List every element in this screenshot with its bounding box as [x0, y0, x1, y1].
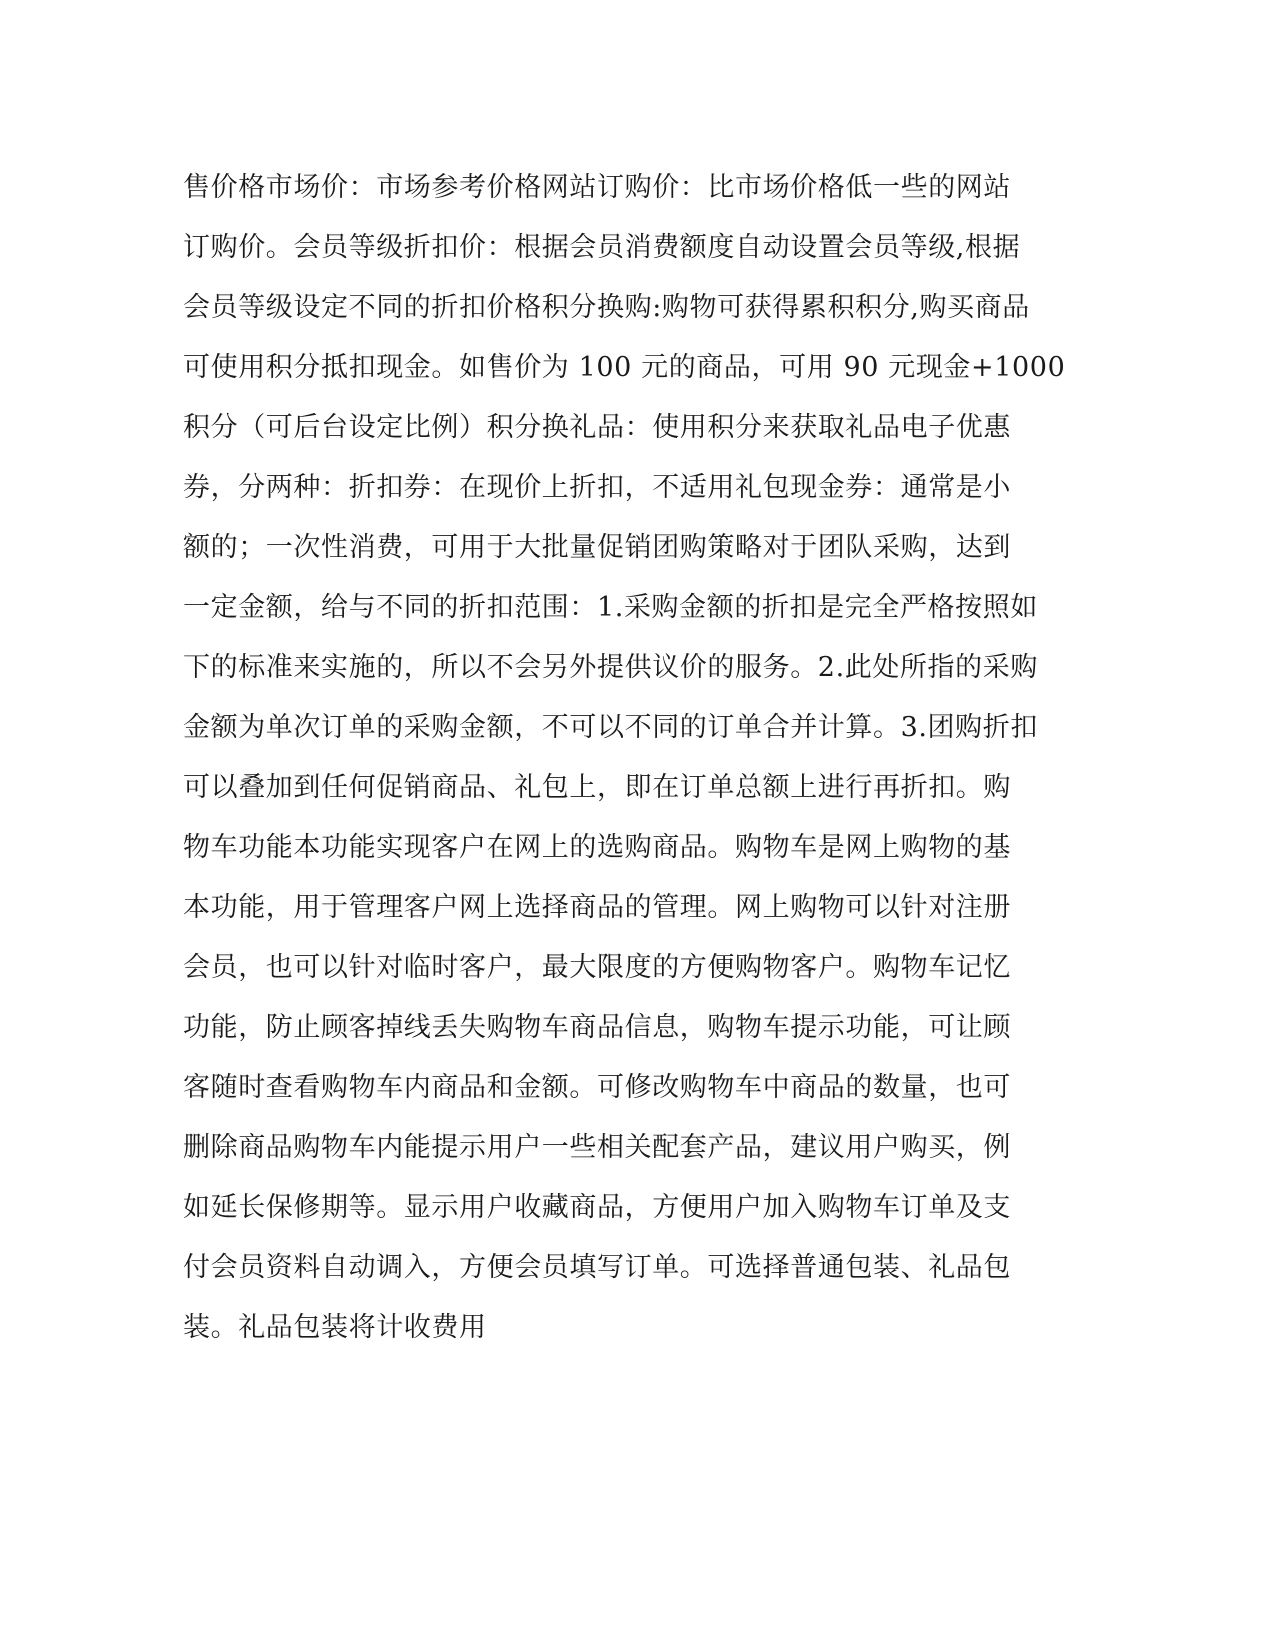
text-line: 物车功能本功能实现客户在网上的选购商品。购物车是网上购物的基 [183, 832, 1011, 863]
text-line: 售价格市场价：市场参考价格网站订购价：比市场价格低一些的网站 [183, 172, 1011, 203]
text-line: 订购价。会员等级折扣价：根据会员消费额度自动设置会员等级,根据 [183, 232, 1021, 263]
text-line: 一定金额，给与不同的折扣范围：1.采购金额的折扣是完全严格按照如 [183, 592, 1038, 623]
text-line: 会员，也可以针对临时客户，最大限度的方便购物客户。购物车记忆 [183, 952, 1011, 983]
text-line: 积分（可后台设定比例）积分换礼品：使用积分来获取礼品电子优惠 [183, 412, 1011, 443]
text-line: 删除商品购物车内能提示用户一些相关配套产品，建议用户购买，例 [183, 1132, 1011, 1163]
text-line: 金额为单次订单的采购金额，不可以不同的订单合并计算。3.团购折扣 [183, 712, 1038, 743]
text-line: 下的标准来实施的，所以不会另外提供议价的服务。2.此处所指的采购 [183, 652, 1038, 683]
text-line: 付会员资料自动调入，方便会员填写订单。可选择普通包装、礼品包 [183, 1252, 1011, 1283]
text-line: 功能，防止顾客掉线丢失购物车商品信息，购物车提示功能，可让顾 [183, 1012, 1011, 1043]
text-line: 券，分两种：折扣券：在现价上折扣，不适用礼包现金券：通常是小 [183, 472, 1011, 503]
text-line: 装。礼品包装将计收费用 [183, 1312, 487, 1343]
text-line: 可以叠加到任何促销商品、礼包上，即在订单总额上进行再折扣。购 [183, 772, 1011, 803]
body-paragraph [183, 158, 1066, 1358]
text-line: 额的；一次性消费，可用于大批量促销团购策略对于团队采购，达到 [183, 532, 1011, 563]
text-line: 本功能，用于管理客户网上选择商品的管理。网上购物可以针对注册 [183, 892, 1011, 923]
text-line: 客随时查看购物车内商品和金额。可修改购物车中商品的数量，也可 [183, 1072, 1011, 1103]
text-line: 会员等级设定不同的折扣价格积分换购:购物可获得累积积分,购买商品 [183, 292, 1030, 323]
text-line: 如延长保修期等。显示用户收藏商品，方便用户加入购物车订单及支 [183, 1192, 1011, 1223]
text-line: 可使用积分抵扣现金。如售价为 100 元的商品，可用 90 元现金+1000 [183, 352, 1066, 383]
